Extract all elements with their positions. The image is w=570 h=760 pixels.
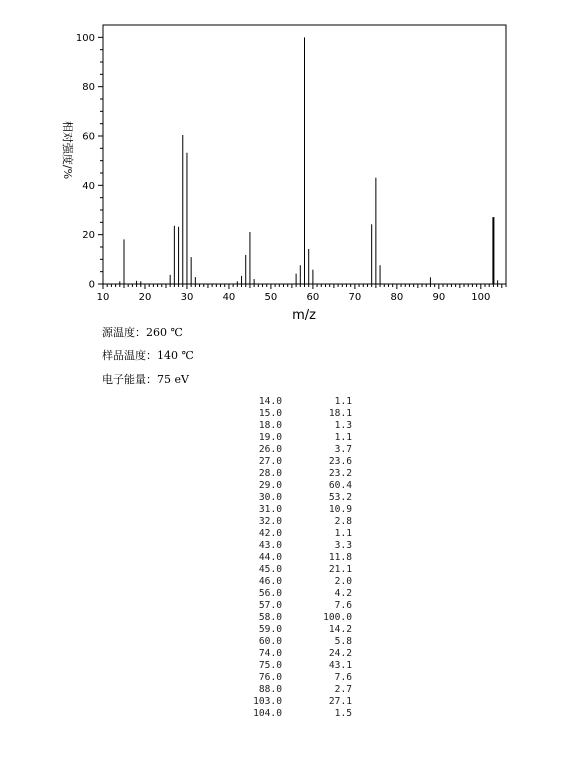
peak-intensity: 60.4	[328, 480, 352, 491]
peak-intensity: 24.2	[328, 648, 352, 659]
table-row	[232, 456, 352, 468]
peak-mz: 45.0	[258, 564, 282, 575]
peak-intensity: 10.9	[328, 504, 352, 515]
table-row	[232, 540, 352, 552]
peak-mz: 57.0	[258, 600, 282, 611]
sample-temperature-value: 140 ℃	[157, 349, 194, 362]
table-row	[232, 660, 352, 672]
peak-mz: 15.0	[258, 408, 282, 419]
sample-temperature-label: 样品温度：	[102, 349, 157, 362]
peak-mz: 60.0	[258, 636, 282, 647]
table-row	[232, 420, 352, 432]
table-row	[232, 576, 352, 588]
peak-mz: 103.0	[253, 696, 282, 707]
peak-intensity: 3.3	[334, 540, 352, 551]
peak-mz: 19.0	[258, 432, 282, 443]
peak-mz: 88.0	[258, 684, 282, 695]
peak-intensity: 1.3	[334, 420, 352, 431]
peak-mz: 28.0	[258, 468, 282, 479]
peak-intensity: 14.2	[328, 624, 352, 635]
peak-intensity: 11.8	[328, 552, 352, 563]
peak-mz: 18.0	[258, 420, 282, 431]
peak-intensity: 1.1	[334, 396, 352, 407]
source-temperature-label: 源温度：	[102, 326, 146, 339]
table-row	[232, 552, 352, 564]
y-tick-label: 0	[88, 279, 95, 291]
peak-intensity: 2.0	[334, 576, 352, 587]
peak-mz: 59.0	[258, 624, 282, 635]
table-row	[232, 636, 352, 648]
peak-intensity: 2.7	[334, 684, 352, 695]
peak-intensity: 18.1	[328, 408, 352, 419]
table-row	[232, 696, 352, 708]
x-tick-label: 80	[390, 292, 404, 303]
peak-intensity: 21.1	[328, 564, 352, 575]
table-row	[232, 708, 352, 720]
peak-mz: 104.0	[253, 708, 282, 719]
peak-intensity: 100.0	[323, 612, 352, 623]
peak-intensity: 1.1	[334, 528, 352, 539]
peak-mz: 58.0	[258, 612, 282, 623]
peak-mz: 27.0	[258, 456, 282, 467]
peak-mz: 76.0	[258, 672, 282, 683]
table-row	[232, 480, 352, 492]
table-row	[232, 396, 352, 408]
y-tick-label: 40	[82, 180, 95, 192]
peak-intensity: 2.8	[334, 516, 352, 527]
spectrum-peaks	[120, 37, 498, 284]
peak-mz: 31.0	[258, 504, 282, 515]
table-row	[232, 408, 352, 420]
electron-energy-value: 75 eV	[157, 373, 189, 386]
x-tick-label: 60	[306, 292, 320, 303]
peak-mz: 29.0	[258, 480, 282, 491]
table-row	[232, 516, 352, 528]
peak-mz: 75.0	[258, 660, 282, 671]
x-tick-label: 30	[180, 292, 194, 303]
table-row	[232, 528, 352, 540]
peak-mz: 42.0	[258, 528, 282, 539]
table-row	[232, 468, 352, 480]
table-row	[232, 492, 352, 504]
peak-intensity: 5.8	[334, 636, 352, 647]
table-row	[232, 612, 352, 624]
peak-mz: 46.0	[258, 576, 282, 587]
peak-intensity: 7.6	[334, 672, 352, 683]
peak-intensity: 4.2	[334, 588, 352, 599]
y-tick-label: 80	[82, 82, 95, 94]
source-temperature-line	[102, 324, 183, 340]
y-axis-label: 相对强度/%	[61, 120, 74, 180]
peak-mz: 14.0	[258, 396, 282, 407]
peak-intensity: 53.2	[328, 492, 352, 503]
x-tick-label: 50	[264, 292, 278, 303]
peak-intensity: 1.1	[334, 432, 352, 443]
table-row	[232, 564, 352, 576]
table-row	[232, 600, 352, 612]
x-tick-label: 100	[471, 292, 491, 303]
peak-intensity: 1.5	[334, 708, 352, 719]
peak-mz: 44.0	[258, 552, 282, 563]
y-tick-label: 60	[82, 131, 95, 143]
table-row	[232, 444, 352, 456]
peak-mz: 30.0	[258, 492, 282, 503]
table-row	[232, 648, 352, 660]
peak-intensity: 23.2	[328, 468, 352, 479]
table-row	[232, 504, 352, 516]
peak-mz: 32.0	[258, 516, 282, 527]
table-row	[232, 672, 352, 684]
mass-spectrum-chart	[0, 0, 570, 330]
table-row	[232, 432, 352, 444]
peak-mz: 56.0	[258, 588, 282, 599]
x-tick-label: 40	[222, 292, 236, 303]
x-axis-ticks	[97, 284, 506, 303]
peak-intensity: 3.7	[334, 444, 352, 455]
y-axis-ticks	[76, 33, 103, 291]
table-row	[232, 684, 352, 696]
table-row	[232, 624, 352, 636]
source-temperature-value: 260 ℃	[146, 326, 183, 339]
x-tick-label: 90	[432, 292, 446, 303]
x-tick-label: 20	[138, 292, 152, 303]
peak-list-table	[232, 396, 352, 720]
peak-intensity: 23.6	[328, 456, 352, 467]
peak-intensity: 27.1	[328, 696, 352, 707]
y-tick-label: 100	[75, 32, 95, 44]
peak-intensity: 43.1	[328, 660, 352, 671]
peak-mz: 43.0	[258, 540, 282, 551]
peak-mz: 26.0	[258, 444, 282, 455]
x-tick-label: 10	[96, 292, 110, 303]
peak-intensity: 7.6	[334, 600, 352, 611]
x-tick-label: 70	[348, 292, 362, 303]
peak-mz: 74.0	[258, 648, 282, 659]
y-tick-label: 20	[82, 230, 95, 242]
electron-energy-label: 电子能量：	[102, 373, 157, 386]
sample-temperature-line	[102, 347, 194, 363]
table-row	[232, 588, 352, 600]
x-axis-label: m/z	[292, 308, 316, 323]
electron-energy-line	[102, 371, 189, 387]
